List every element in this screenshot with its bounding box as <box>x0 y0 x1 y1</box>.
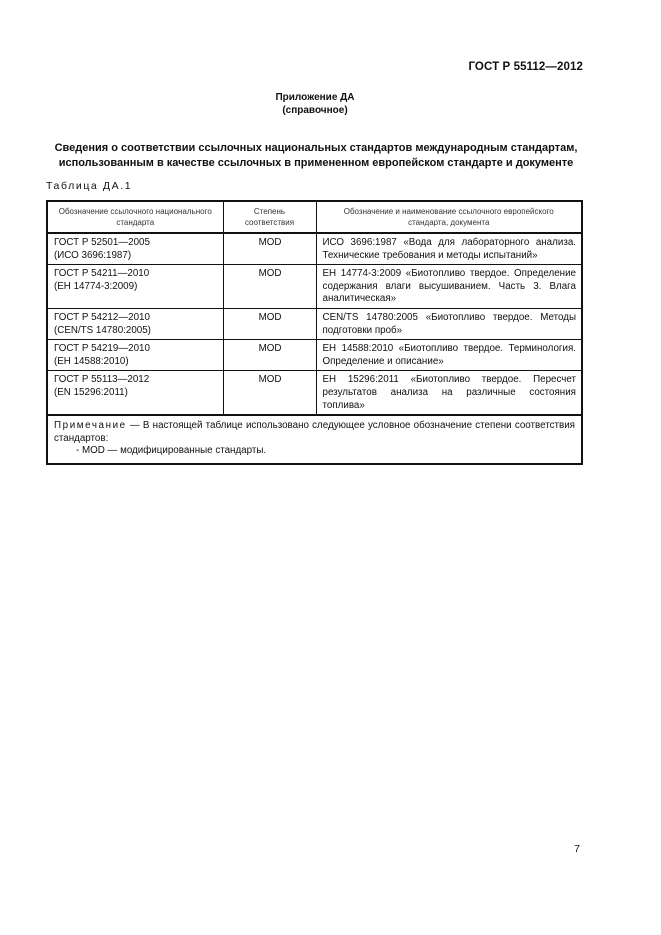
table-row <box>47 265 582 309</box>
european-standard-cell: ЕН 14588:2010 «Биотопливо твердое. Терминология. Определение и описание» <box>316 340 582 371</box>
section-heading <box>40 141 592 171</box>
column-header-national: Обозначение ссылочного национального стандарта <box>47 201 223 233</box>
national-standard-cell: ГОСТ Р 54219—2010 (ЕН 14588:2010) <box>47 340 223 371</box>
section-heading-line-2: использованным в качестве ссылочных в примененном европейском стандарте и документе <box>58 157 574 169</box>
document-code: ГОСТ Р 55112—2012 <box>468 61 583 73</box>
degree-cell: MOD <box>223 308 316 339</box>
table-row <box>47 371 582 415</box>
degree-cell: MOD <box>223 371 316 415</box>
european-standard-cell: CEN/TS 14780:2005 «Биотопливо твердое. Методы подготовки проб» <box>316 308 582 339</box>
national-standard-cell: ГОСТ Р 54212—2010 (CEN/TS 14780:2005) <box>47 308 223 339</box>
national-standard-cell: ГОСТ Р 52501—2005 (ИСО 3696:1987) <box>47 233 223 265</box>
section-heading-line-1: Сведения о соответствии ссылочных национальных стандартов международным стандартам, <box>54 142 578 154</box>
annex-title-block <box>0 91 630 117</box>
page-number: 7 <box>574 843 580 855</box>
national-standard-cell: ГОСТ Р 54211—2010 (ЕН 14774-3:2009) <box>47 265 223 309</box>
table-row <box>47 340 582 371</box>
standards-correspondence-table <box>46 200 583 465</box>
table-note <box>47 415 582 464</box>
table-header-row <box>47 201 582 233</box>
column-header-degree: Степень соответствия <box>223 201 316 233</box>
european-standard-cell: ЕН 15296:2011 «Биотопливо твердое. Пересчет результатов анализа на различные состояния топлива» <box>316 371 582 415</box>
annex-title: Приложение ДА <box>275 92 355 103</box>
note-text: — В настоящей таблице использовано следующее условное обозначение степени соответствия стандартов: <box>54 420 575 444</box>
column-header-european: Обозначение и наименование ссылочного европейского стандарта, документа <box>316 201 582 233</box>
national-standard-cell: ГОСТ Р 55113—2012 (EN 15296:2011) <box>47 371 223 415</box>
note-label: Примечание <box>54 420 127 432</box>
note-list-item: - MOD — модифицированные стандарты. <box>76 445 267 457</box>
degree-cell: MOD <box>223 340 316 371</box>
table-row <box>47 233 582 265</box>
table-row <box>47 308 582 339</box>
european-standard-cell: ИСО 3696:1987 «Вода для лабораторного анализа. Технические требования и методы испытаний» <box>316 233 582 265</box>
annex-subtitle: (справочное) <box>282 105 348 116</box>
european-standard-cell: ЕН 14774-3:2009 «Биотопливо твердое. Определение содержания влаги высушиванием. Часть 3. Влага аналитическая» <box>316 265 582 309</box>
degree-cell: MOD <box>223 265 316 309</box>
table-caption: Таблица ДА.1 <box>46 180 133 192</box>
degree-cell: MOD <box>223 233 316 265</box>
table-note-row <box>47 415 582 464</box>
